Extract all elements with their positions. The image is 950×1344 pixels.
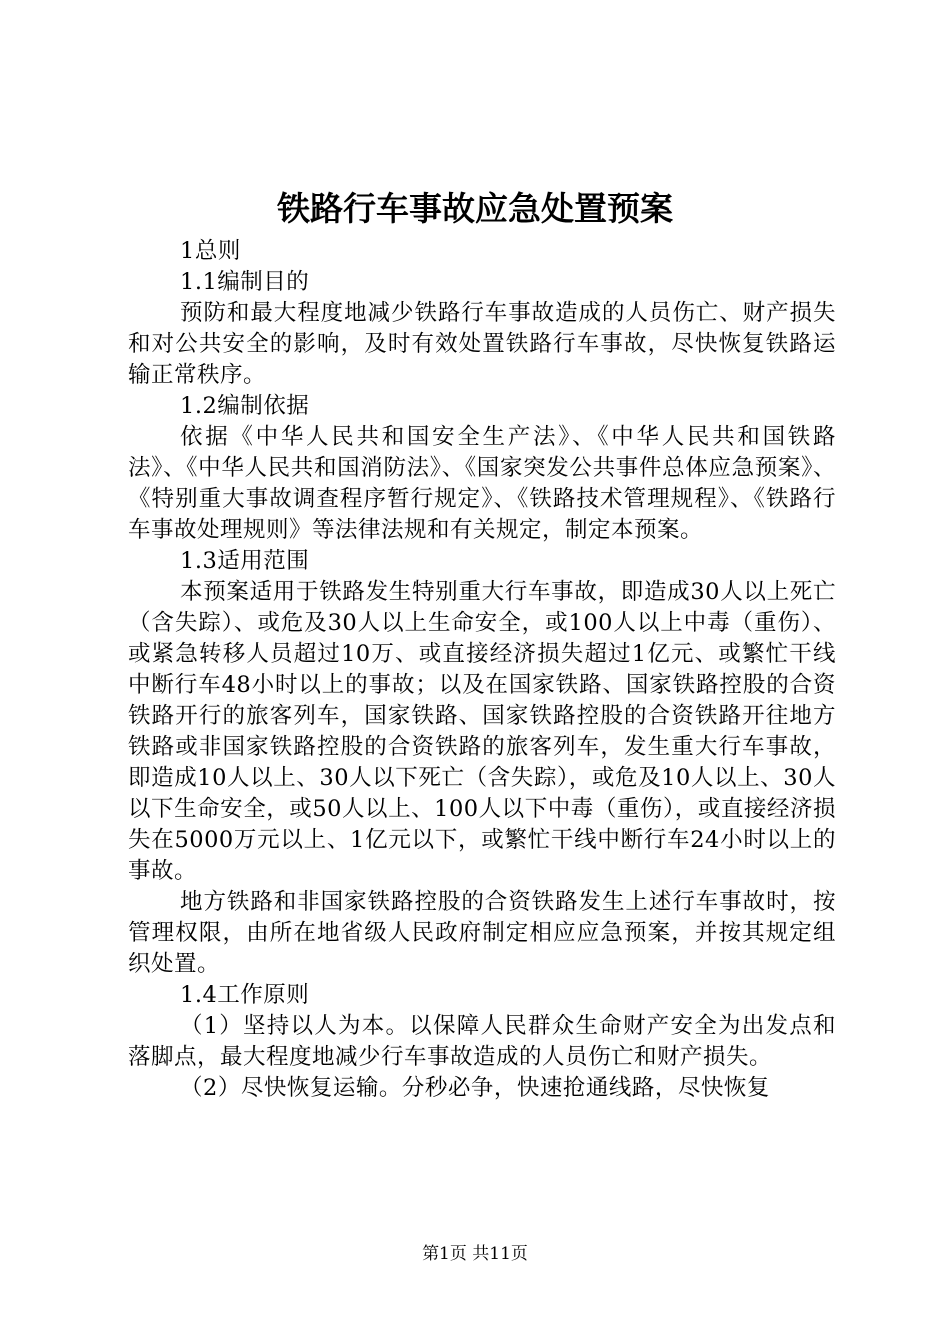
paragraph-principle-2: （2）尽快恢复运输。分秒必争，快速抢通线路，尽快恢复 — [180, 1075, 770, 1101]
paragraph-purpose: 预防和最大程度地减少铁路行车事故造成的人员伤亡、财产损失和对公共安全的影响，及时有效处置铁路行车事故，尽快恢复铁路运输正常秩序。 — [128, 300, 836, 388]
document-body — [128, 236, 836, 1104]
paragraph-scope: 本预案适用于铁路发生特别重大行车事故，即造成30人以上死亡（含失踪）、或危及30人以上生命安全，或100人以上中毒（重伤）、或紧急转移人员超过10万、或直接经济损失超过1亿元、或繁忙干线中断行车48小时以上的事故；以及在国家铁路、国家铁路控股的合资铁路开行的旅客列车，国家铁路、国家铁路控股的合资铁路开往地方铁路或非国家铁路控股的合资铁路的旅客列车，发生重大行车事故，即造成10人以上、30人以下死亡（含失踪），或危及10人以上、30人以下生命安全，或50人以上、100人以下中毒（重伤），或直接经济损失在5000万元以上、1亿元以下，或繁忙干线中断行车24小时以上的事故。 — [128, 579, 836, 884]
document-title: 铁路行车事故应急处置预案 — [277, 189, 673, 228]
paragraph-local-railways: 地方铁路和非国家铁路控股的合资铁路发生上述行车事故时，按管理权限，由所在地省级人民政府制定相应应急预案，并按其规定组织处置。 — [128, 889, 836, 977]
heading-purpose: 1.1编制目的 — [180, 269, 310, 295]
page-footer: 第1页 共11页 — [422, 1244, 528, 1264]
heading-principles: 1.4工作原则 — [180, 982, 310, 1008]
heading-general: 1总则 — [180, 238, 241, 264]
paragraph-basis: 依据《中华人民共和国安全生产法》、《中华人民共和国铁路法》、《中华人民共和国消防法》、《国家突发公共事件总体应急预案》、《特别重大事故调查程序暂行规定》、《铁路技术管理规程》、《铁路行车事故处理规则》等法律法规和有关规定，制定本预案。 — [128, 424, 836, 543]
heading-basis: 1.2编制依据 — [180, 393, 310, 419]
paragraph-principle-1: （1）坚持以人为本。以保障人民群众生命财产安全为出发点和落脚点，最大程度地减少行车事故造成的人员伤亡和财产损失。 — [128, 1013, 836, 1070]
heading-scope: 1.3适用范围 — [180, 548, 310, 574]
